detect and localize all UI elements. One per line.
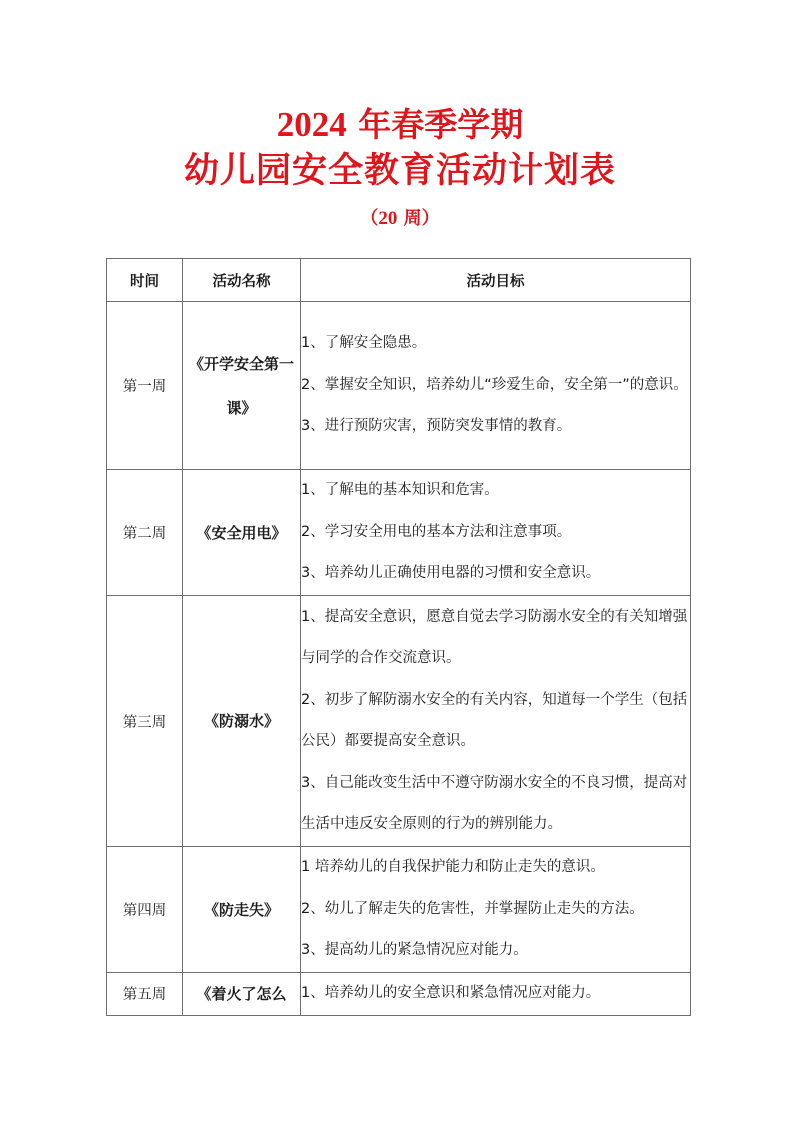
title-semester-text: 年春季学期 [346,105,524,144]
table-row [107,596,691,847]
table-row [107,302,691,470]
column-header-time: 时间 [107,259,183,302]
table-row [107,847,691,973]
title-year: 2024 [276,105,347,144]
goal-item: 1、了解安全隐患。 [301,335,427,352]
activity-name-cell: 《安全用电》 [183,470,301,596]
goal-item: 2、学习安全用电的基本方法和注意事项。 [301,523,572,540]
activity-name-cell: 《着火了怎么 [183,973,301,1016]
column-header-activity-name: 活动名称 [183,259,301,302]
goal-item: 2、初步了解防溺水安全的有关内容，知道每一个学生（包括公民）都要提高安全意识。 [301,691,688,749]
activity-name-cell: 《防溺水》 [183,596,301,847]
week-cell: 第二周 [107,470,183,596]
goal-item: 1、了解电的基本知识和危害。 [301,482,499,499]
table-row [107,973,691,1016]
goals-cell [301,596,691,847]
goal-item: 1 培养幼儿的自我保护能力和防止走失的意识。 [301,859,605,876]
goal-item: 1、提高安全意识，愿意自觉去学习防溺水安全的有关知增强与同学的合作交流意识。 [301,608,688,666]
activity-name-cell: 《防走失》 [183,847,301,973]
goal-item: 3、提高幼儿的紧急情况应对能力。 [301,942,528,959]
goal-item: 1、培养幼儿的安全意识和紧急情况应对能力。 [301,985,601,1001]
subtitle-weeks [0,206,800,232]
goal-item: 2、掌握安全知识，培养幼儿“珍爱生命，安全第一”的意识。 [301,376,688,393]
table-header-row [107,259,691,302]
week-cell: 第五周 [107,973,183,1016]
title-plan: 幼儿园安全教育活动计划表 [183,151,616,191]
goals-cell [301,973,691,1016]
goal-item: 2、幼儿了解走失的危害性，并掌握防止走失的方法。 [301,900,644,917]
activity-plan-table [106,258,691,1016]
title-semester [0,103,800,147]
weeks-label: 周） [397,208,440,229]
goals-cell [301,470,691,596]
table-row [107,470,691,596]
week-cell: 第四周 [107,847,183,973]
activity-name-cell: 《开学安全第一课》 [183,302,301,470]
column-header-activity-goals: 活动目标 [301,259,691,302]
goal-item: 3、自己能改变生活中不遵守防溺水安全的不良习惯，提高对生活中违反安全原则的行为的辨别能力。 [301,774,688,832]
goals-cell [301,302,691,470]
paren-open: （ [360,208,379,229]
week-cell: 第一周 [107,302,183,470]
goals-cell [301,847,691,973]
week-cell: 第三周 [107,596,183,847]
goal-item: 3、进行预防灾害，预防突发事情的教育。 [301,418,572,435]
weeks-count: 20 [378,208,398,229]
goal-item: 3、培养幼儿正确使用电器的习惯和安全意识。 [301,565,601,582]
